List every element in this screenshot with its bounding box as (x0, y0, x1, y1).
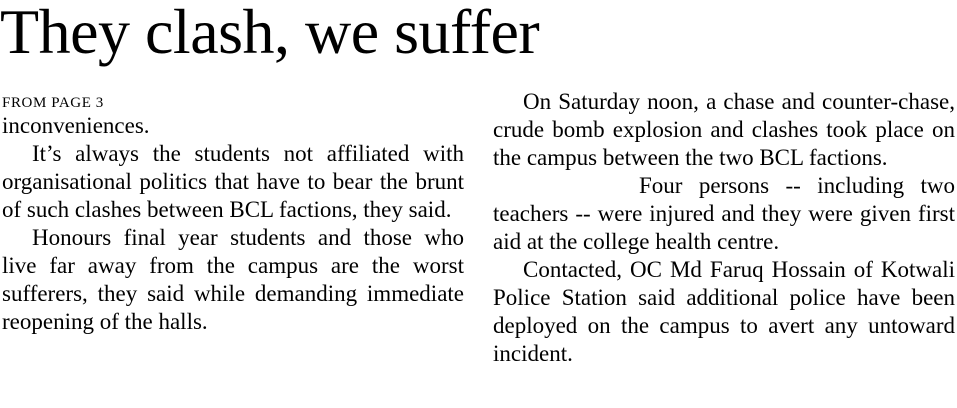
paragraph-left-3: Honours final year students and those who live far away from the campus are the worst sufferers, they said while demanding immediate reopening of the halls. (2, 225, 464, 334)
headline: They clash, we suffer (0, 0, 540, 67)
paragraph-left-2: It’s always the students not affiliated with organisational politics that have to bear the brunt of such clashes between BCL factions, they said. (2, 141, 464, 222)
right-column (493, 88, 955, 368)
paragraph-right-2: Four persons -- including two teachers -- were injured and they were given first aid at the college health centre. (493, 173, 955, 254)
paragraph-right-3: Contacted, OC Md Faruq Hossain of Kotwali Police Station said additional police have been deployed on the campus to avert any untoward incident. (493, 257, 955, 366)
left-column (2, 88, 464, 336)
paragraph-left-1: inconveniences. (2, 113, 150, 138)
continuation-label: FROM PAGE 3 (2, 95, 104, 111)
paragraph-right-1: On Saturday noon, a chase and counter-chase, crude bomb explosion and clashes took place on the campus between the two BCL factions. (493, 89, 955, 170)
